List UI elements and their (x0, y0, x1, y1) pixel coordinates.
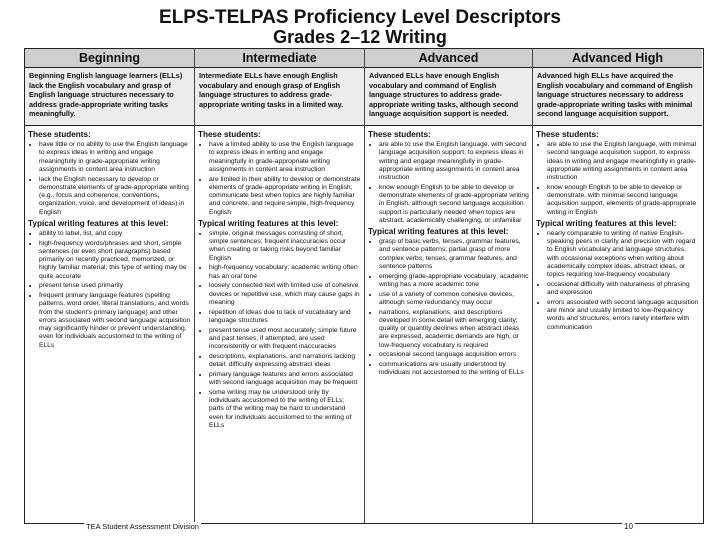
list-item: • high-frequency words/phrases and short, simple sentences (or even short paragraphs) based primarily on recently practiced, memorized, or highly familiar material; this type of writing may be quite accurate (39, 240, 191, 281)
features-list (28, 230, 191, 350)
features-heading: Typical writing features at this level: (368, 227, 509, 236)
list-item: • high-frequency vocabulary; academic writing often has an oral tone (209, 264, 361, 281)
column-intro: Advanced high ELLs have acquired the English vocabulary and command of English language structures necessary to address grade-appropriate writing tasks with minimal second language acquisition support. (533, 68, 702, 126)
list-item: • frequent primary language features (spelling patterns, word order, literal translations, and words from the student's primary language) and other errors associated with second language acquisition may significantly hinder or prevent understanding, even for individuals accustomed to the writing of ELLs (39, 292, 191, 350)
students-heading: These students: (198, 130, 261, 139)
list-item: • primary language features and errors associated with second language acquisition may be frequent (209, 371, 361, 388)
list-item: • loosely connected text with limited use of cohesive devices or repetitive use, which may cause gaps in meaning (209, 282, 361, 307)
list-item: • narrations, explanations, and descriptions developed in some detail with emerging clarity; quality or quantity declines when abstract ideas are expressed, academic demands are high, or low-frequency vocabulary is required (379, 309, 529, 350)
list-item: • emerging grade-appropriate vocabulary; academic writing has a more academic tone (379, 273, 529, 290)
column-body (533, 126, 702, 332)
list-item: • some writing may be understood only by individuals accustomed to the writing of ELLs; parts of the writing may be hard to understand even for individuals accustomed to the writing of ELLs (209, 389, 361, 430)
list-item: • grasp of basic verbs, tenses, grammar features, and sentence patterns; partial grasp of more complex verbs, tenses, grammar features, and sentence patterns (379, 238, 529, 271)
list-item: • present tense used most accurately; simple future and past tenses, if attempted, are used inconsistently or with frequent inaccuracies (209, 327, 361, 352)
list-item: • present tense used primarily (39, 282, 191, 290)
page-title: ELPS-TELPAS Proficiency Level Descriptors (159, 7, 561, 28)
list-item: • are able to use the English language, with second language acquisition support, to express ideas in writing and engage meaningfully in grade-appropriate writing assignments in content area instruction (379, 141, 529, 182)
column-intermediate (195, 49, 365, 523)
column-intro: Intermediate ELLs have enough English vocabulary and enough grasp of English language structures to address grade-appropriate writing tasks in a limited way. (195, 68, 364, 126)
features-heading: Typical writing features at this level: (536, 218, 677, 228)
column-body (365, 126, 532, 378)
features-list (198, 230, 361, 430)
features-list (536, 230, 699, 332)
column-advanced (365, 49, 533, 523)
features-list (368, 238, 529, 378)
list-item: • know enough English to be able to develop or demonstrate, with minimal second language acquisition support, elements of grade-appropriate writing in English (547, 184, 699, 217)
footer-source: TEA Student Assessment Division (86, 522, 199, 531)
column-intro: Beginning English language learners (ELLs) lack the English vocabulary and grasp of English language structures necessary to address grade-appropriate writing tasks meaningfully. (25, 68, 194, 126)
page-number: 10 (624, 522, 633, 531)
list-item: • repetition of ideas due to lack of vocabulary and language structures (209, 309, 361, 326)
column-intro: Advanced ELLs have enough English vocabulary and command of English language structures to address grade-appropriate writing tasks, although second language acquisition support is needed. (365, 68, 532, 126)
list-item: • descriptions, explanations, and narrations lacking detail; difficulty expressing abstract ideas (209, 353, 361, 370)
students-list (536, 141, 699, 217)
features-heading: Typical writing features at this level: (198, 218, 339, 228)
students-list (28, 141, 191, 217)
features-heading: Typical writing features at this level: (28, 218, 169, 228)
column-body (25, 126, 194, 350)
column-header: Beginning (25, 49, 194, 68)
list-item: • communications are usually understood by individuals not accustomed to the writing of ELLs (379, 361, 529, 378)
students-heading: These students: (536, 130, 599, 139)
descriptor-table (24, 48, 704, 524)
list-item: • nearly comparable to writing of native English-speaking peers in clarity and precision with regard to English vocabulary and language structures, with occasional exceptions when writing about academically complex ideas, abstract ideas, or topics requiring low-frequency vocabulary (547, 230, 699, 280)
list-item: • have little or no ability to use the English language to express ideas in writing and engage meaningfully in grade-appropriate writing assignments in content area instruction (39, 141, 191, 174)
list-item: • are limited in their ability to develop or demonstrate elements of grade-appropriate writing in English; communicate best when topics are highly familiar and concrete, and require simple, high-frequency English (209, 176, 361, 217)
column-advanced-high (533, 49, 702, 523)
list-item: • have a limited ability to use the English language to express ideas in writing and engage meaningfully in grade-appropriate writing assignments in content area instruction (209, 141, 361, 174)
list-item: • are able to use the English language, with minimal second language acquisition support, to express ideas in writing and engage meaningfully in grade-appropriate writing assignments in content area instruction (547, 141, 699, 182)
column-body (195, 126, 364, 430)
students-list (198, 141, 361, 217)
list-item: • simple, original messages consisting of short, simple sentences; frequent inaccuracies occur when creating or taking risks beyond familiar English (209, 230, 361, 263)
list-item: • lack the English necessary to develop or demonstrate elements of grade-appropriate writing (e.g., focus and coherence, conventions, organization, voice, and development of ideas) in English (39, 176, 191, 217)
list-item: • know enough English to be able to develop or demonstrate elements of grade-appropriate writing in English, although second language acquisition support is particularly needed when topics are abstract, academically challenging, or unfamiliar (379, 184, 529, 225)
students-heading: These students: (28, 130, 91, 139)
column-header: Intermediate (195, 49, 364, 68)
column-header: Advanced High (533, 49, 702, 68)
students-heading: These students: (368, 130, 431, 139)
list-item: • ability to label, list, and copy (39, 230, 191, 238)
students-list (368, 141, 529, 225)
list-item: • occasional difficulty with naturalness of phrasing and expression (547, 281, 699, 298)
list-item: • use of a variety of common cohesive devices, although some redundancy may occur (379, 291, 529, 308)
list-item: • errors associated with second language acquisition are minor and usually limited to low-frequency words and structures; errors rarely interfere with communication (547, 299, 699, 332)
page-subtitle: Grades 2–12 Writing (273, 27, 447, 47)
list-item: • occasional second language acquisition errors (379, 351, 529, 359)
column-header: Advanced (365, 49, 532, 68)
column-beginning (25, 49, 195, 523)
